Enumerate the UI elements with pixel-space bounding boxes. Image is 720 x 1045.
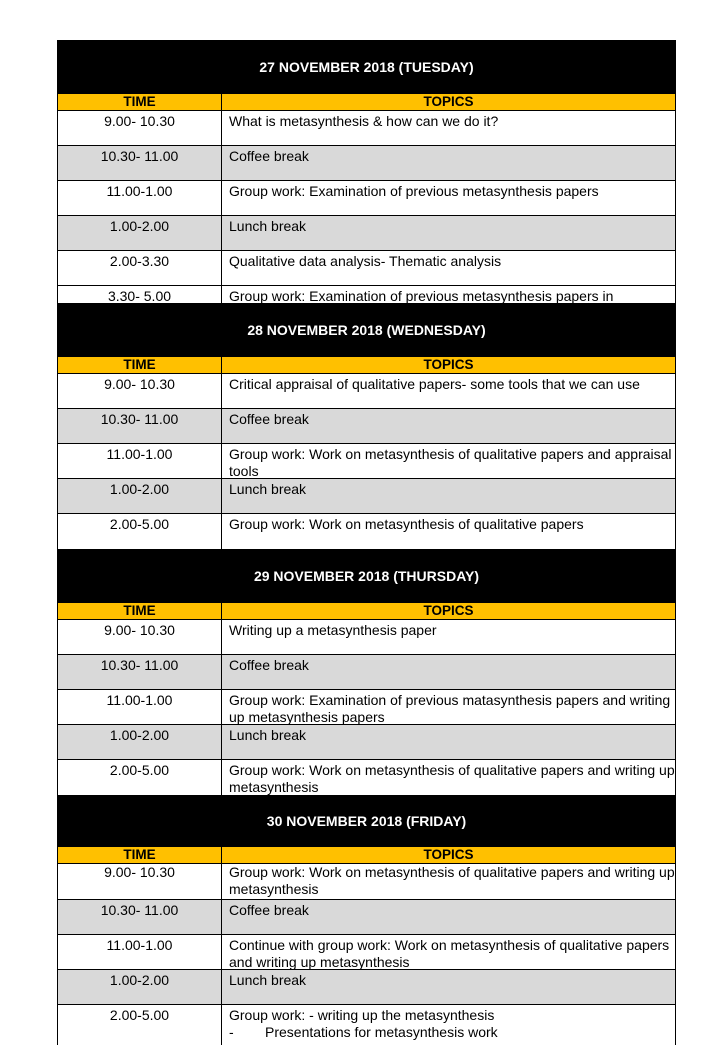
time-cell: 9.00- 10.30 (58, 374, 222, 408)
time-cell: 2.00-5.00 (58, 1005, 222, 1045)
topic-cell: Group work: Work on metasynthesis of qualitative papers and writing up metasynthesis (229, 864, 675, 897)
topics-column-header: TOPICS (423, 357, 474, 372)
bullet-dash: - (229, 1024, 234, 1040)
schedule-row (58, 374, 675, 409)
topic-cell: Coffee break (229, 657, 309, 673)
schedule-row (58, 864, 675, 900)
time-cell: 11.00-1.00 (58, 690, 222, 724)
time-cell: 10.30- 11.00 (58, 409, 222, 443)
topic-cell: Group work: Examination of previous matasynthesis papers and writing up metasynthesis papers (229, 692, 671, 725)
schedule-row (58, 935, 675, 970)
time-cell: 11.00-1.00 (58, 444, 222, 478)
time-cell: 10.30- 11.00 (58, 146, 222, 180)
time-cell: 2.00-5.00 (58, 514, 222, 549)
time-cell: 1.00-2.00 (58, 725, 222, 759)
topic-cell: Coffee break (229, 148, 309, 164)
schedule-row (58, 725, 675, 760)
bullet-text: Presentations for metasynthesis work (265, 1024, 498, 1040)
column-header-row (58, 847, 675, 864)
topic-cell: Group work: Work on metasynthesis of qualitative papers and appraisal tools (229, 446, 672, 479)
day-header: 29 NOVEMBER 2018 (THURSDAY) (58, 549, 675, 603)
topics-column-header: TOPICS (423, 603, 474, 618)
topics-column-header: TOPICS (423, 847, 474, 862)
time-cell: 2.00-5.00 (58, 760, 222, 795)
schedule-row (58, 479, 675, 514)
topic-cell: Lunch break (229, 481, 307, 497)
column-header-row (58, 94, 675, 111)
topic-cell: Group work: Examination of previous metasynthesis papers (229, 183, 599, 199)
schedule-row (58, 216, 675, 251)
schedule-row (58, 970, 675, 1005)
time-column-header: TIME (58, 847, 222, 863)
schedule-row (58, 181, 675, 216)
topic-cell: Lunch break (229, 727, 307, 743)
time-cell: 9.00- 10.30 (58, 864, 222, 899)
time-cell: 1.00-2.00 (58, 479, 222, 513)
topic-cell: Group work: Examination of previous metasynthesis papers in (229, 288, 614, 303)
schedule-row (58, 409, 675, 444)
topic-cell: Coffee break (229, 411, 309, 427)
day-header: 28 NOVEMBER 2018 (WEDNESDAY) (58, 303, 675, 357)
time-cell: 10.30- 11.00 (58, 900, 222, 934)
time-cell: 10.30- 11.00 (58, 655, 222, 689)
schedule-row (58, 1005, 675, 1045)
topic-cell (222, 1005, 675, 1045)
day-header: 27 NOVEMBER 2018 (TUESDAY) (58, 40, 675, 94)
topic-cell: Writing up a metasynthesis paper (229, 622, 437, 638)
schedule-row (58, 286, 675, 303)
schedule-row (58, 620, 675, 655)
time-column-header: TIME (58, 357, 222, 373)
topic-cell: Coffee break (229, 902, 309, 918)
time-cell: 9.00- 10.30 (58, 111, 222, 145)
schedule-row (58, 655, 675, 690)
topic-cell: Critical appraisal of qualitative papers- some tools that we can use (229, 376, 640, 392)
time-cell: 1.00-2.00 (58, 216, 222, 250)
day-header: 30 NOVEMBER 2018 (FRIDAY) (58, 795, 675, 847)
schedule-row (58, 444, 675, 479)
schedule-table (57, 40, 676, 1045)
time-cell: 3.30- 5.00 (58, 286, 222, 303)
schedule-row (58, 514, 675, 549)
time-cell: 11.00-1.00 (58, 181, 222, 215)
topic-bullet-line (229, 1024, 675, 1041)
time-column-header: TIME (58, 94, 222, 110)
schedule-row (58, 760, 675, 795)
topic-cell: Qualitative data analysis- Thematic analysis (229, 253, 502, 269)
schedule-row (58, 146, 675, 181)
time-column-header: TIME (58, 603, 222, 619)
topic-cell: Lunch break (229, 972, 307, 988)
time-cell: 2.00-3.30 (58, 251, 222, 285)
schedule-row (58, 111, 675, 146)
topic-cell: Group work: Work on metasynthesis of qualitative papers and writing up metasynthesis (229, 762, 675, 795)
topic-cell: Group work: Work on metasynthesis of qualitative papers (229, 516, 584, 532)
schedule-row (58, 690, 675, 725)
topics-column-header: TOPICS (423, 94, 474, 109)
column-header-row (58, 603, 675, 620)
topic-cell: What is metasynthesis & how can we do it? (229, 113, 499, 129)
time-cell: 9.00- 10.30 (58, 620, 222, 654)
topic-line: Group work: - writing up the metasynthesis (229, 1007, 495, 1023)
time-cell: 11.00-1.00 (58, 935, 222, 969)
topic-cell: Lunch break (229, 218, 307, 234)
time-cell: 1.00-2.00 (58, 970, 222, 1004)
topic-cell: Continue with group work: Work on metasynthesis of qualitative papers and writing up metasynthesis (229, 937, 670, 970)
column-header-row (58, 357, 675, 374)
schedule-row (58, 251, 675, 286)
schedule-row (58, 900, 675, 935)
